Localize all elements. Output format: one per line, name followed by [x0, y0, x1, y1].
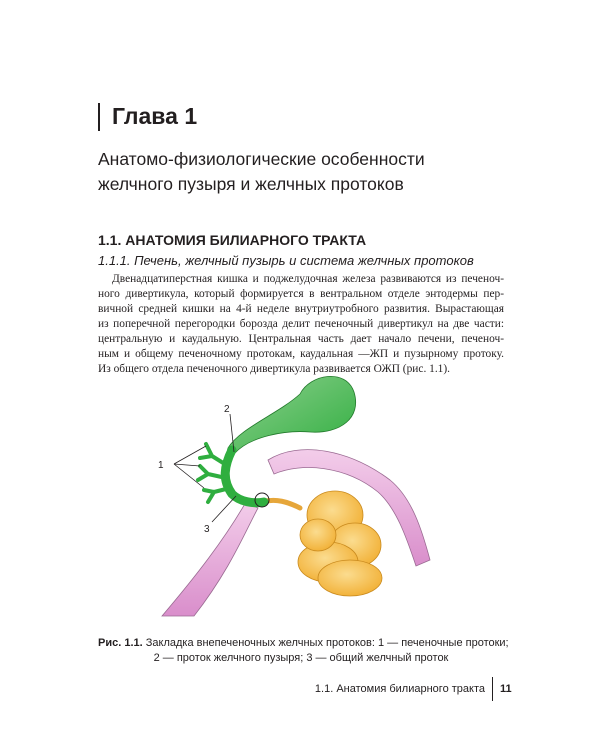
body-line: из поперечной перегородки борозда делит печеночный дивертикул на две части: — [98, 318, 504, 330]
body-paragraph — [98, 272, 504, 377]
pancreas-lobe — [318, 560, 382, 596]
leader-line — [174, 464, 200, 466]
caption-text: Закладка внепеченочных желчных протоков: 1 — печеночные протоки; — [145, 637, 509, 649]
body-line: Двенадцатиперстная кишка и поджелудочная железа развиваются из печеноч- — [112, 273, 504, 285]
body-line: Из общего отдела печеночного дивертикула развивается ОЖП (рис. 1.1). — [98, 363, 451, 375]
pancreas-lobe — [300, 519, 336, 551]
section-heading: 1.1. АНАТОМИЯ БИЛИАРНОГО ТРАКТА — [98, 232, 367, 248]
chapter-subtitle-line: Анатомо-физиологические особенности — [98, 149, 425, 169]
pancreas — [262, 491, 382, 596]
chapter-subtitle — [98, 147, 518, 197]
subsection-heading: 1.1.1. Печень, желчный пузырь и система желчных протоков — [98, 253, 474, 268]
caption-line — [98, 636, 509, 651]
chapter-subtitle-line: желчного пузыря и желчных протоков — [98, 174, 404, 194]
caption-line: 2 — проток желчного пузыря; 3 — общий желчный проток — [153, 652, 449, 664]
running-footer: 1.1. Анатомия билиарного тракта — [314, 683, 485, 695]
gallbladder — [227, 376, 355, 455]
figure-label-3: 3 — [204, 524, 210, 535]
figure-illustration — [150, 370, 450, 630]
page-number: 11 — [500, 683, 512, 695]
body-line: центральную и каудальную. Центральная часть дает начало печени, печеноч- — [98, 333, 504, 345]
body-line: ным и общему печеночному протокам, каудальная —ЖП и пузырному протоку. — [98, 348, 504, 360]
common-bile-duct — [225, 450, 264, 503]
leader-line — [212, 496, 236, 522]
figure-label-2: 2 — [224, 404, 230, 415]
figure-caption — [98, 636, 509, 666]
chapter-accent-bar — [98, 103, 100, 131]
footer-divider — [492, 677, 493, 701]
duodenum-lower — [162, 502, 258, 616]
caption-label: Рис. 1.1. — [98, 637, 143, 649]
body-line: ного дивертикула, который формируется в вентральном отделе энтодермы пер- — [98, 288, 504, 300]
figure-label-1: 1 — [158, 460, 164, 471]
body-line: вичной средней кишки на 4-й неделе внутриутробного развития. Вырастающая — [98, 303, 504, 315]
chapter-title: Глава 1 — [112, 103, 198, 129]
leader-line — [174, 446, 206, 464]
biliary-anatomy-illustration — [150, 370, 450, 630]
